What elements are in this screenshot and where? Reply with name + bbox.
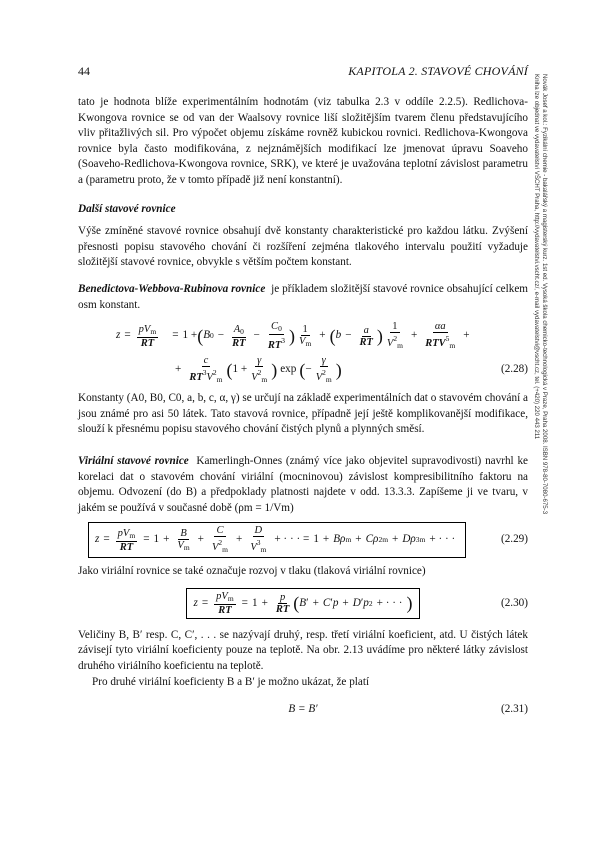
equation-number-2-31: (2.31) <box>500 703 528 716</box>
side-note-line-2: Kniha lze objednat ve vydavatelství VŠCHT Praha, http://vydavatelstvi.vscht.cz/, e-mail vydavatelstvi@vscht.cz, tel. (+420) 220 443 211 <box>532 74 540 440</box>
virial-runin-title: Viriální stavové rovnice <box>78 454 189 467</box>
paragraph-pressure-virial: Jako viriální rovnice se také označuje rozvoj v tlaku (tlaková viriální rovnice) <box>78 565 426 578</box>
equation-2-31-body: B = B′ <box>288 703 318 716</box>
bwr-runin-text: je příkladem složitější stavové rovnice obsahující celkem osm konstant. <box>78 282 528 311</box>
virial-runin-text: Kamerlingh-Onnes (známý více jako objevitel supravodivosti) navrhl ke korelaci dat o stavovém chování viriální (mocninovou) závislost kompresibilitního faktoru na objemu. Odvození (do B) a předpoklady platnosti najdete v odd. 13.3.3. Zapíšeme ji ve tvaru, v jakém se používá v současné době (ρm = 1/Vm) <box>78 454 529 514</box>
equation-b-equals-bprime <box>78 696 528 724</box>
page-header <box>78 64 528 80</box>
paragraph-virial-coefficients: Veličiny B, B′ resp. C, C′, . . . se nazývají druhý, resp. třetí viriální koeficient, atd. U čistých látek závisejí tyto viriální koeficienty pouze na teplotě. Na obr. 2.13 uvádíme pro některé látky závislost druhého viriálního koeficientu na teplotě. <box>78 628 528 673</box>
page-body <box>78 95 528 724</box>
paragraph-bwr-constants: Konstanty (A0, B0, C0, a, b, c, α, γ) se určují na základě experimentálních dat o stavovém chování a jsou známé pro asi 50 látek. Tato stavová rovnice, případně její ještě komplikovanější modifikace, slouží k přesnému popisu stavového chování čistých plynů a plynných směsí. <box>78 392 528 436</box>
equation-bwr: z = $\frac{pV_m}{RT}$ = 1 + ( B 0 − $\frac{A_0}{RT}$ − $\frac{C_0}{RT^3}$ ) $\frac{1}{V_m}$ + ( b − $\frac{a}{RT}$ ) $\frac{1}{V^2_m}$ + $\frac{\alpha a}{RTV^5_m}$ + + $\frac{c}{RT^3V^2_m}$ ( 1 + $\frac{\gamma}{V^2_m}$ ) exp ( − $\frac{\gamma}{V^2_m}$ ) (2.28) <box>116 321 528 385</box>
paragraph-virial-intro <box>78 454 528 516</box>
paragraph-srk: tato je hodnota blíže experimentálním hodnotám (viz tabulka 2.3 v oddíle 2.2.5). Redlichova-Kwongova rovnice se od van der Waalsovy rovnice liší složitějším tvarem členu představujícího vliv přitažlivých sil. Pro výpočet objemu získáme rovněž kubickou rovnici. Redlichova-Kwongova rovnice byla často modifikována, z nejznámějších modifikací lze jmenovat úpravu Soaveho (Soaveho-Redlichova-Kwongova rovnice, SRK), ve které je uvažována teplotní závislost parametru a (parametru proto, že v tomto případě již není konstantní). <box>78 96 528 186</box>
equation-virial-pressure: z = $\frac{pV_m}{RT}$ = 1 + $\frac{p}{RT}$ ( B ′ + C ′ p + D ′ p 2 + · · · ) (2.30) <box>78 586 528 622</box>
equation-number-2-29: (2.29) <box>500 533 528 546</box>
running-head: KAPITOLA 2. STAVOVÉ CHOVÁNÍ <box>348 64 528 78</box>
equation-virial-volume: z = $\frac{pV_m}{RT}$ = 1 + $\frac{B}{V_m}$ + $\frac{C}{V^2_m}$ + $\frac{D}{V^3_m}$ + · · · = 1 + Bρ m + Cρ 2 m + Dρ 3 m + · · · (2.29) <box>78 522 528 558</box>
equation-number-2-30: (2.30) <box>500 597 528 610</box>
section-title-other-equations: Další stavové rovnice <box>78 202 176 215</box>
page-number: 44 <box>78 64 90 78</box>
equation-number-2-28: (2.28) <box>500 363 528 376</box>
paragraph-more-constants: Výše zmíněné stavové rovnice obsahují dvě konstanty charakteristické pro každou látku. Zvýšení přesnosti popisu stavového chování či rozšíření zejména tlakového intervalu použití vyžaduje složitější stavové rovnice, obvykle s větším počtem konstant. <box>78 225 528 269</box>
paragraph-second-virial: Pro druhé viriální koeficienty B a B′ je možno ukázat, že platí <box>92 675 370 688</box>
paragraph-bwr-intro <box>78 282 528 313</box>
bwr-runin-title: Benedictova-Webbova-Rubinova rovnice <box>78 282 266 295</box>
side-note-line-1: Novák Josef a kol.: Fyzikální chemie - bakalářský a magisterský kurz. 1st ed. Vysoká škola chemicko-technologická v Praze, Praha 2008. ISBN 978-80-7080-675-3 <box>541 74 548 515</box>
